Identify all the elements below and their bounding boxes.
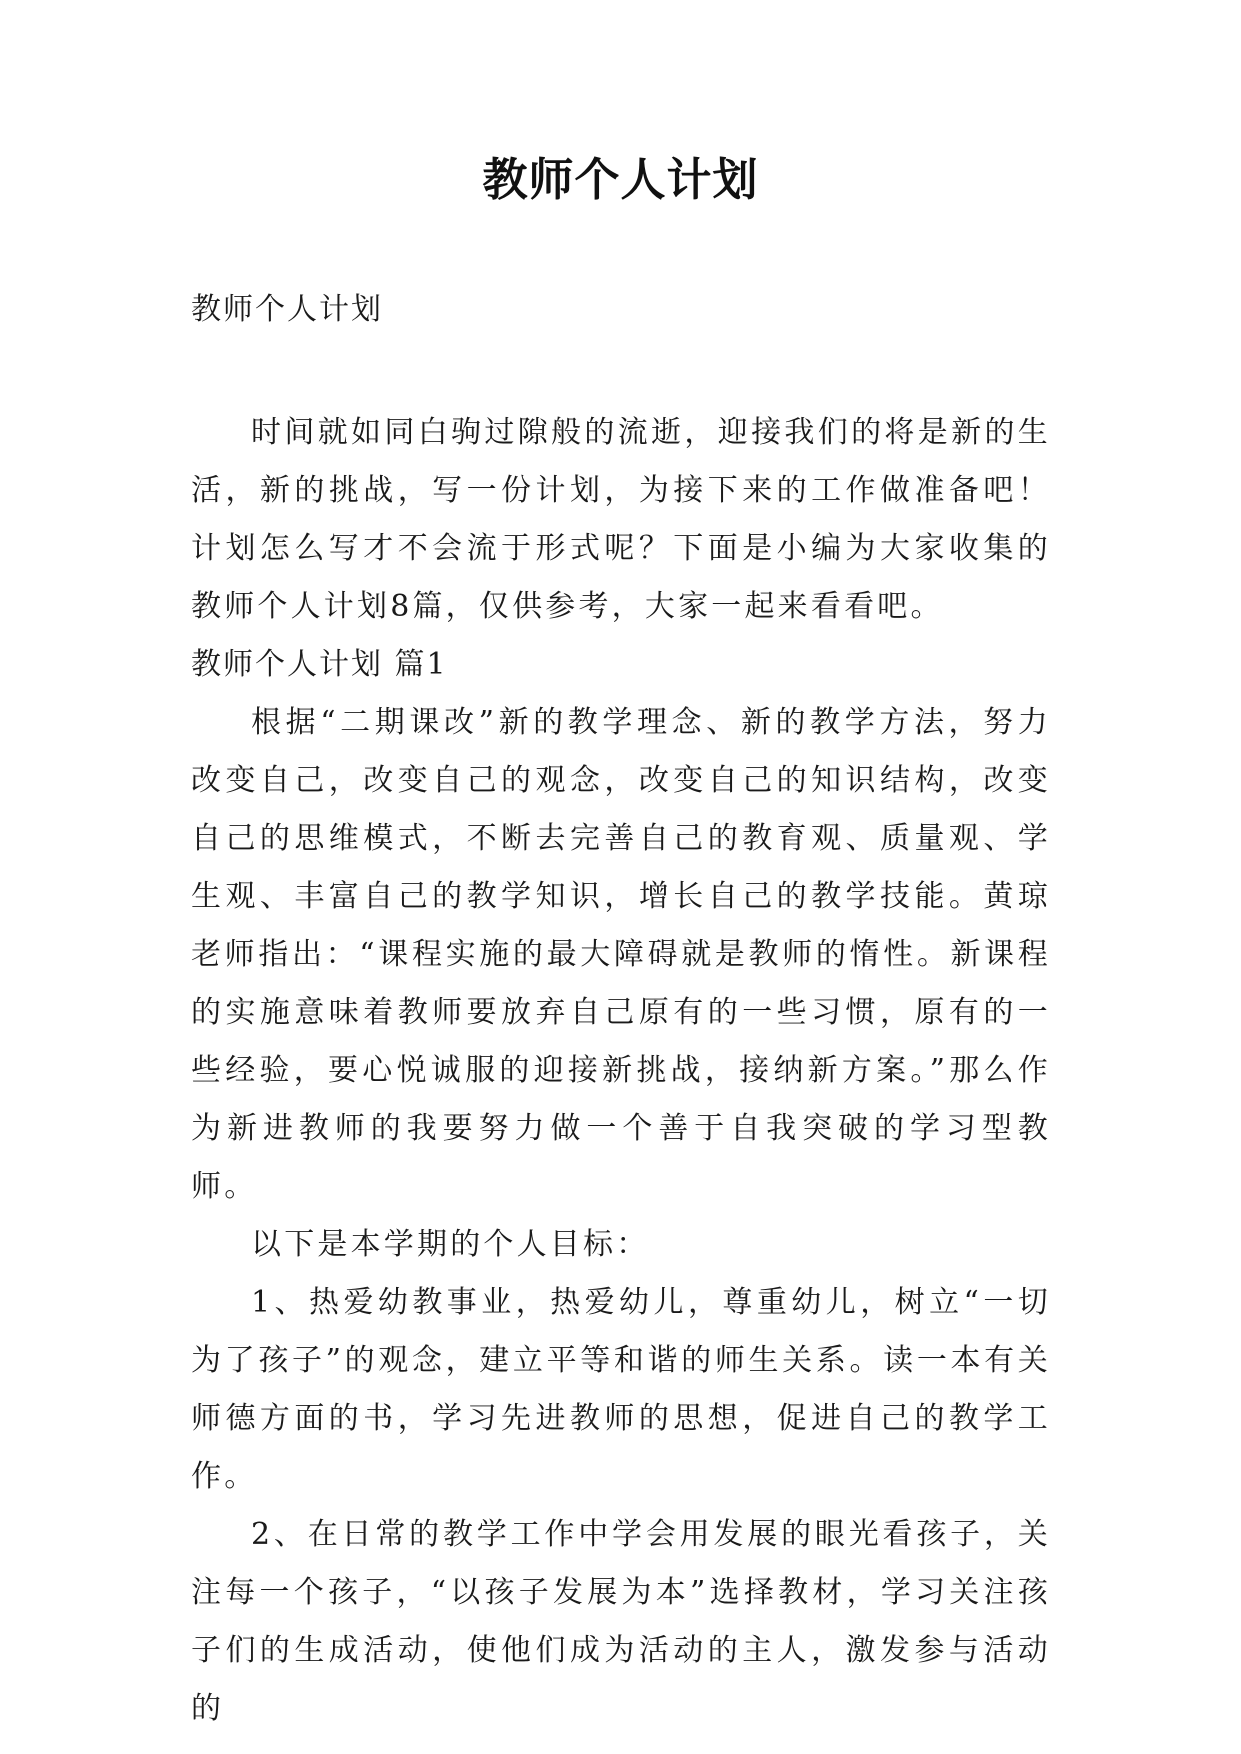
document-title: 教师个人计划 bbox=[482, 153, 759, 206]
body-paragraph: 根据“二期课改”新的教学理念、新的教学方法，努力改变自己，改变自己的观念，改变自己的知识结构，改变自己的思维模式，不断去完善自己的教育观、质量观、学生观、丰富自己的教学知识，增长自己的教学技能。黄琼老师指出：“课程实施的最大障碍就是教师的惰性。新课程的实施意味着教师要放弃自己原有的一些习惯，原有的一些经验，要心悦诚服的迎接新挑战，接纳新方案。”那么作为新进教师的我要努力做一个善于自我突破的学习型教师。 bbox=[191, 705, 1051, 1204]
body-paragraph: 2、在日常的教学工作中学会用发展的眼光看孩子，关注每一个孩子，“以孩子发展为本”选择教材，学习关注孩子们的生成活动，使他们成为活动的主人，激发参与活动的 bbox=[191, 1517, 1051, 1726]
body-paragraph: 以下是本学期的个人目标： bbox=[251, 1227, 650, 1262]
document-body bbox=[191, 404, 1051, 1738]
document-subtitle: 教师个人计划 bbox=[191, 292, 383, 327]
body-paragraph: 1、热爱幼教事业，热爱幼儿，尊重幼儿，树立“一切为了孩子”的观念，建立平等和谐的师生关系。读一本有关师德方面的书，学习先进教师的思想，促进自己的教学工作。 bbox=[191, 1285, 1051, 1494]
section-heading: 教师个人计划 篇1 bbox=[191, 647, 448, 682]
intro-paragraph: 时间就如同白驹过隙般的流逝，迎接我们的将是新的生活，新的挑战，写一份计划，为接下来的工作做准备吧！计划怎么写才不会流于形式呢？下面是小编为大家收集的教师个人计划8篇，仅供参考，大家一起来看看吧。 bbox=[191, 415, 1051, 624]
